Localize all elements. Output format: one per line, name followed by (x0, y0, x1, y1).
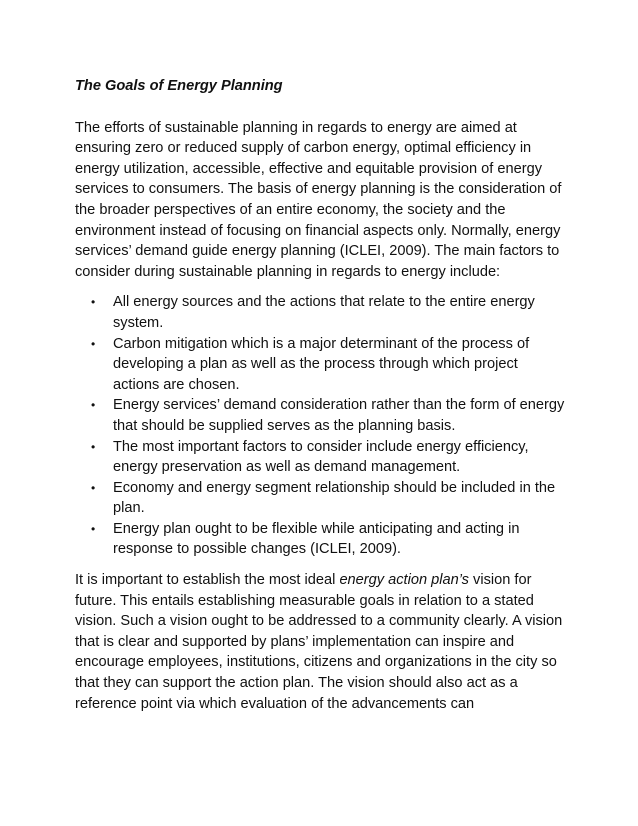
vision-paragraph-emphasis: energy action plan’s (339, 572, 469, 589)
vision-paragraph-end: vision for future. This entails establishing measurable goals in relation to a stated vision. Such a vision ought to be addressed to a community clearly. A vision that is clear and supported by plans’ implementation can inspire and encourage employees, institutions, citizens and organizations in the city so that they can support the action plan. The vision should also act as a reference point via which evaluation of the advancements can (75, 572, 563, 712)
list-item (75, 478, 567, 519)
list-item (75, 437, 567, 478)
list-item (75, 334, 567, 396)
bullet-icon: • (91, 521, 96, 536)
document-content (75, 76, 567, 714)
list-item-text: Energy services’ demand consideration rather than the form of energy that should be supplied serves as the planning basis. (113, 397, 565, 434)
list-item (75, 395, 567, 436)
list-item-text: Energy plan ought to be flexible while anticipating and acting in response to possible changes (ICLEI, 2009). (113, 520, 520, 558)
vision-paragraph-start: It is important to establish the most ideal (75, 572, 340, 589)
vision-paragraph (75, 570, 567, 714)
bullet-icon: • (91, 439, 96, 454)
factors-list (75, 292, 567, 560)
bullet-icon: • (91, 295, 96, 310)
bullet-icon: • (91, 480, 96, 495)
list-item (75, 519, 567, 560)
document-title: The Goals of Energy Planning (75, 78, 283, 94)
list-item-text: The most important factors to consider include energy efficiency, energy preservation as well as demand management. (113, 438, 529, 476)
list-item-text: All energy sources and the actions that relate to the entire energy system. (113, 294, 535, 331)
list-item (75, 292, 567, 333)
bullet-icon: • (91, 336, 96, 351)
intro-paragraph: The efforts of sustainable planning in regards to energy are aimed at ensuring zero or reduced supply of carbon energy, optimal efficiency in energy utilization, accessible, effective and equitable provision of energy services to consumers. The basis of energy planning is the consideration of the broader perspectives of an entire economy, the society and the environment instead of focusing on financial aspects only. Normally, energy services’ demand guide energy planning (ICLEI, 2009). The main factors to consider during sustainable planning in regards to energy include: (75, 119, 562, 280)
bullet-icon: • (91, 398, 96, 413)
list-item-text: Carbon mitigation which is a major determinant of the process of developing a plan as well as the process through which project actions are chosen. (113, 335, 530, 393)
list-item-text: Economy and energy segment relationship should be included in the plan. (113, 479, 556, 517)
